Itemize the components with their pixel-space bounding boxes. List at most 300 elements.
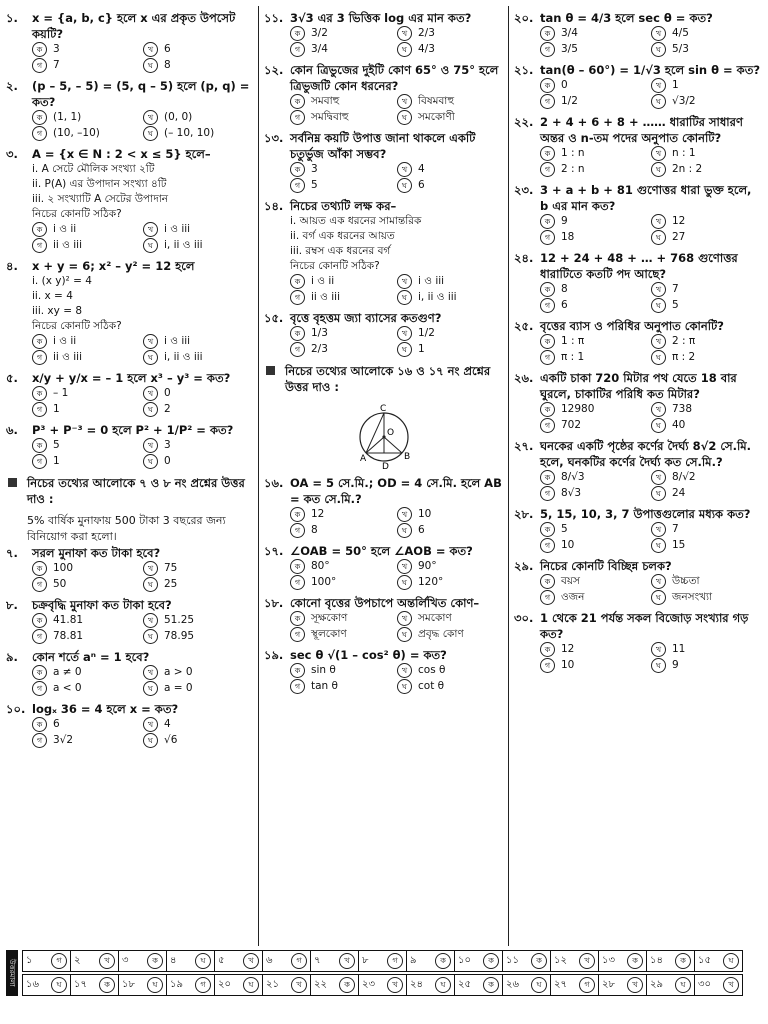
option-text: 1 — [672, 79, 679, 91]
option — [143, 577, 254, 592]
option-text: বয়স — [561, 575, 580, 587]
option — [651, 470, 762, 485]
option-letter: খ — [143, 334, 158, 349]
answer-number: ৭ — [314, 954, 321, 966]
question-text: 2 + 4 + 6 + 8 + …… ধারাটির সাধারণ অন্তর ও n-তম পদের অনুপাত কোনটি? — [540, 115, 743, 145]
question-number: ২৩. — [514, 183, 534, 197]
question-text: OA = 5 সে.মি.; OD = 4 সে.মি. হলে AB = কত সে.মি.? — [290, 476, 502, 506]
option-letter: ক — [32, 613, 47, 628]
option — [32, 110, 143, 125]
option-letter: ঘ — [397, 679, 412, 694]
options-grid — [540, 470, 762, 501]
answer-number: ২০ — [218, 978, 232, 990]
options-grid — [32, 561, 254, 592]
statement: নিচের কোনটি সঠিক? — [32, 208, 122, 220]
option-text: 0 — [561, 79, 568, 91]
answer-cell — [70, 974, 119, 996]
question-text: ঘনকের একটি পৃষ্ঠের কর্ণের দৈর্ঘ্য 8√2 সে.মি. হলে, ঘনকটির কর্ণের দৈর্ঘ্য কত সে.মি.? — [540, 439, 752, 469]
question-text: x/y + y/x = – 1 হলে x³ – y³ = কত? — [32, 371, 231, 385]
answer-number: ৪ — [170, 954, 177, 966]
option-text: 10 — [561, 659, 575, 671]
options-grid — [540, 282, 762, 313]
answer-choice: ঘ — [531, 977, 547, 993]
question-text: logₓ 36 = 4 হলে x = কত? — [32, 702, 179, 716]
question-item — [6, 597, 254, 644]
option — [290, 274, 397, 289]
option-text: 3√2 — [53, 734, 74, 746]
option-letter: ক — [32, 386, 47, 401]
option-text: 120° — [418, 576, 444, 588]
option — [397, 110, 504, 125]
question-item — [514, 370, 762, 433]
question-line — [264, 198, 504, 214]
option — [651, 522, 762, 537]
option-letter: ঘ — [651, 94, 666, 109]
question-item — [264, 198, 504, 305]
question-line — [264, 62, 504, 94]
option-text: 4/5 — [672, 27, 689, 39]
option — [32, 222, 143, 237]
option-letter: ঘ — [397, 290, 412, 305]
answer-choice: গ — [51, 953, 67, 969]
option-letter: ঘ — [143, 350, 158, 365]
option-letter: গ — [32, 629, 47, 644]
question-number: ১৯. — [264, 648, 284, 662]
option-letter: গ — [32, 733, 47, 748]
statement-list — [290, 214, 504, 274]
answer-row-2 — [22, 974, 742, 996]
option — [651, 214, 762, 229]
option-letter: ক — [32, 334, 47, 349]
question-text: (p – 5, – 5) = (5, q – 5) হলে (p, q) = কত? — [32, 79, 250, 109]
question-number: ১২. — [264, 63, 284, 77]
option — [651, 282, 762, 297]
answer-cell — [646, 974, 695, 996]
answer-choice: ঘ — [435, 977, 451, 993]
option — [540, 26, 651, 41]
option-text: 8 — [311, 524, 318, 536]
option-text: cot θ — [418, 680, 445, 692]
option-letter: গ — [540, 486, 555, 501]
statement: iii. রম্বস এক ধরনের বর্গ — [290, 245, 391, 257]
option-letter: গ — [32, 577, 47, 592]
radius-oa — [366, 437, 384, 453]
option-letter: ক — [540, 78, 555, 93]
option-letter: গ — [32, 402, 47, 417]
option-letter: খ — [143, 561, 158, 576]
question-text: বৃত্তের ব্যাস ও পরিধির অনুপাত কোনটি? — [540, 319, 724, 333]
option-letter: খ — [397, 507, 412, 522]
option-text: 6 — [164, 43, 171, 55]
answer-number: ১১ — [506, 954, 519, 966]
option — [540, 486, 651, 501]
answer-cell — [262, 974, 311, 996]
statement: i. আয়ত এক ধরনের সামান্তরিক — [290, 215, 422, 227]
question-item — [514, 506, 762, 553]
question-text: সরল মুনাফা কত টাকা হবে? — [32, 546, 161, 560]
option — [143, 613, 254, 628]
statement: ii. বর্গ এক ধরনের আয়ত — [290, 230, 395, 242]
answer-number: ১ — [26, 954, 33, 966]
question-item — [264, 62, 504, 125]
option-text: 6 — [53, 718, 60, 730]
answer-cell — [646, 950, 695, 972]
option-text: 3/4 — [311, 43, 328, 55]
option-letter: গ — [290, 575, 305, 590]
option — [397, 290, 504, 305]
option-text: 3/5 — [561, 43, 578, 55]
info-block-heading: নিচের তথ্যের আলোকে ১৬ ও ১৭ নং প্রশ্নের উত্তর দাও : — [285, 364, 491, 394]
option-text: 51.25 — [164, 614, 195, 626]
option — [651, 574, 762, 589]
question-line — [264, 475, 504, 507]
question-text: A = {x ∈ N : 2 < x ≤ 5} হলে– — [32, 147, 211, 161]
option-letter: খ — [143, 222, 158, 237]
answer-choice: ক — [627, 953, 643, 969]
option — [651, 78, 762, 93]
option — [143, 58, 254, 73]
question-item — [514, 610, 762, 673]
options-grid — [540, 146, 762, 177]
option-letter: খ — [651, 334, 666, 349]
answer-cell — [550, 950, 599, 972]
option — [540, 538, 651, 553]
option-text: 2/3 — [311, 343, 328, 355]
options-grid — [32, 613, 254, 644]
question-line — [514, 62, 762, 78]
question-text: sec θ √(1 – cos² θ) = কত? — [290, 648, 447, 662]
option-letter: গ — [540, 658, 555, 673]
option-text: 100 — [53, 562, 74, 574]
option-letter: গ — [32, 350, 47, 365]
option-letter: খ — [651, 402, 666, 417]
option — [290, 679, 397, 694]
question-number: ২২. — [514, 115, 534, 129]
option-letter: ক — [540, 574, 555, 589]
option-letter: গ — [290, 110, 305, 125]
option-text: 4 — [418, 163, 425, 175]
question-item — [264, 543, 504, 590]
option-letter: ক — [32, 665, 47, 680]
answer-number: ৩০ — [698, 978, 712, 990]
option-text: 2 — [164, 403, 171, 415]
option-text: tan θ — [311, 680, 338, 692]
option-letter: ক — [540, 470, 555, 485]
answer-number: ২৭ — [554, 978, 568, 990]
option-letter: খ — [397, 611, 412, 626]
option-letter: ক — [290, 507, 305, 522]
question-text: 12 + 24 + 48 + … + 768 গুণোত্তর ধারাটিতে কতটি পদ আছে? — [540, 251, 738, 281]
option-text: 78.95 — [164, 630, 195, 642]
answer-number: ২৯ — [650, 978, 663, 990]
option-text: 4/3 — [418, 43, 435, 55]
option — [290, 110, 397, 125]
answer-cell — [166, 974, 215, 996]
option — [32, 238, 143, 253]
option-text: a > 0 — [164, 666, 193, 678]
option-letter: খ — [651, 522, 666, 537]
option-text: 18 — [561, 231, 575, 243]
statement-list — [32, 274, 254, 334]
answer-cell — [550, 974, 599, 996]
option-letter: ঘ — [143, 733, 158, 748]
option-text: 11 — [672, 643, 686, 655]
answer-number: ১২ — [554, 954, 567, 966]
option-letter: গ — [290, 679, 305, 694]
question-number: ৩. — [6, 147, 18, 161]
option-text: a = 0 — [164, 682, 193, 694]
question-item — [6, 649, 254, 696]
option-letter: ঘ — [397, 575, 412, 590]
option — [651, 94, 762, 109]
figure-label: O — [387, 428, 395, 438]
option-text: 8 — [561, 283, 568, 295]
option — [651, 350, 762, 365]
option — [397, 611, 504, 626]
option-text: 8√3 — [561, 487, 582, 499]
options-grid — [540, 522, 762, 553]
answer-cell — [214, 950, 263, 972]
question-text: 1 থেকে 21 পর্যন্ত সকল বিজোড় সংখ্যার গড় কত? — [540, 611, 749, 641]
question-text: নিচের কোনটি বিচ্ছিন্ন চলক? — [540, 559, 672, 573]
option-text: 0 — [164, 455, 171, 467]
answer-cell — [358, 974, 407, 996]
question-text: সর্বনিম্ন কয়টি উপাত্ত জানা থাকলে একটি চতুর্ভুজ আঁকা সম্ভব? — [290, 131, 476, 161]
question-number: ১৮. — [264, 596, 284, 610]
answer-choice: খ — [723, 977, 739, 993]
options-grid — [32, 717, 254, 748]
answer-cell — [454, 974, 503, 996]
option-letter: খ — [651, 282, 666, 297]
option-text: 6 — [418, 179, 425, 191]
option — [397, 559, 504, 574]
option — [397, 663, 504, 678]
question-number: ৯. — [6, 650, 18, 664]
answer-choice: ঘ — [147, 977, 163, 993]
question-number: ২৫. — [514, 319, 534, 333]
option-text: 8/√3 — [561, 471, 585, 483]
option-text: বিষমবাহু — [418, 95, 455, 107]
option-text: 2 : π — [672, 335, 696, 347]
question-number: ১৫. — [264, 311, 284, 325]
option-text: 25 — [164, 578, 178, 590]
answer-choice: গ — [387, 953, 403, 969]
option-letter: ঘ — [143, 454, 158, 469]
answer-cell — [598, 974, 647, 996]
answer-choice: ক — [483, 977, 499, 993]
answer-number: ২৬ — [506, 978, 520, 990]
option-text: i ও ii — [311, 275, 335, 287]
option — [143, 126, 254, 141]
option-text: 12 — [672, 215, 686, 227]
column-1 — [6, 10, 254, 944]
answer-choice: ক — [531, 953, 547, 969]
question-line — [264, 543, 504, 559]
option-letter: খ — [143, 717, 158, 732]
option-letter: ক — [540, 146, 555, 161]
option-letter: খ — [143, 110, 158, 125]
question-line — [6, 597, 254, 613]
option-letter: খ — [143, 613, 158, 628]
question-line — [6, 10, 254, 42]
answer-number: ২৫ — [458, 978, 471, 990]
option-letter: খ — [143, 42, 158, 57]
option — [651, 26, 762, 41]
option — [143, 402, 254, 417]
option-text: 3 — [164, 439, 171, 451]
question-text: কোনো বৃত্তের উপচাপে অন্তর্লিখিত কোণ– — [290, 596, 480, 610]
option — [651, 42, 762, 57]
question-item — [264, 130, 504, 193]
option-letter: খ — [397, 26, 412, 41]
option — [651, 298, 762, 313]
option-letter: খ — [143, 386, 158, 401]
option — [32, 613, 143, 628]
option — [290, 342, 397, 357]
option-text: 5 — [53, 439, 60, 451]
answer-cell — [598, 950, 647, 972]
question-number: ৮. — [6, 598, 18, 612]
option-letter: ঘ — [651, 230, 666, 245]
option-text: 1 — [418, 343, 425, 355]
option — [32, 717, 143, 732]
question-item — [514, 182, 762, 245]
option-letter: ক — [32, 717, 47, 732]
option — [397, 342, 504, 357]
option-text: ii ও iii — [311, 291, 340, 303]
option — [290, 663, 397, 678]
answer-number: ৩ — [122, 954, 129, 966]
statement: ii. P(A) এর উপাদান সংখ্যা ৪টি — [32, 178, 167, 190]
question-number: ২৯. — [514, 559, 534, 573]
option-letter: খ — [397, 326, 412, 341]
question-number: ২৪. — [514, 251, 534, 265]
option-letter: খ — [143, 665, 158, 680]
option — [651, 658, 762, 673]
option — [32, 454, 143, 469]
options-grid — [290, 94, 504, 125]
options-grid — [290, 611, 504, 642]
option-text: 50 — [53, 578, 67, 590]
option-text: i ও iii — [164, 335, 191, 347]
option — [397, 26, 504, 41]
option — [651, 162, 762, 177]
option — [651, 418, 762, 433]
option — [32, 561, 143, 576]
option-text: 3 — [53, 43, 60, 55]
answer-cell — [310, 950, 359, 972]
answer-number: ৬ — [266, 954, 273, 966]
radius-ob — [384, 437, 402, 453]
options-grid — [540, 214, 762, 245]
option-text: 90° — [418, 560, 437, 572]
question-text: কোন ত্রিভুজের দুইটি কোণ 65° ও 75° হলে ত্রিভুজটি কোন ধরনের? — [290, 63, 499, 93]
option-letter: খ — [143, 438, 158, 453]
option — [290, 326, 397, 341]
option-letter: ঘ — [651, 486, 666, 501]
question-item — [6, 370, 254, 417]
question-text: নিচের তথ্যটি লক্ষ কর– — [290, 199, 397, 213]
question-line — [264, 130, 504, 162]
question-number: ২৭. — [514, 439, 534, 453]
option-text: স্থূলকোণ — [311, 628, 347, 640]
question-item — [514, 438, 762, 501]
option-letter: ঘ — [651, 658, 666, 673]
answer-choice: ক — [147, 953, 163, 969]
question-text: চক্রবৃদ্ধি মুনাফা কত টাকা হবে? — [32, 598, 172, 612]
option-text: π : 1 — [561, 351, 585, 363]
option-text: 4 — [164, 718, 171, 730]
answer-choice: খ — [387, 977, 403, 993]
option-text: 2n : 2 — [672, 163, 703, 175]
option-text: 27 — [672, 231, 686, 243]
option-letter: গ — [540, 230, 555, 245]
question-text: tan θ = 4/3 হলে sec θ = কত? — [540, 11, 713, 25]
option-letter: ঘ — [143, 58, 158, 73]
option-letter: ঘ — [397, 178, 412, 193]
option-letter: ঘ — [651, 298, 666, 313]
question-text: x = {a, b, c} হলে x এর প্রকৃত উপসেট কয়টি? — [32, 11, 236, 41]
option — [651, 402, 762, 417]
option-letter: গ — [540, 162, 555, 177]
option-text: √6 — [164, 734, 178, 746]
option-letter: ঘ — [143, 126, 158, 141]
answer-cell — [310, 974, 359, 996]
option-text: 2/3 — [418, 27, 435, 39]
option-text: 1 : n — [561, 147, 585, 159]
option-letter: গ — [540, 418, 555, 433]
options-grid — [540, 334, 762, 365]
option — [540, 418, 651, 433]
answer-number: ১৮ — [122, 978, 135, 990]
option-letter: গ — [290, 523, 305, 538]
option-text: cos θ — [418, 664, 446, 676]
option — [32, 629, 143, 644]
option-text: (0, 0) — [164, 111, 193, 123]
option-text: 702 — [561, 419, 582, 431]
option-letter: ক — [290, 326, 305, 341]
question-text: P³ + P⁻³ = 0 হলে P² + 1/P² = কত? — [32, 423, 234, 437]
option-letter: গ — [540, 298, 555, 313]
answer-cell — [118, 950, 167, 972]
option — [397, 178, 504, 193]
answer-number: ৯ — [410, 954, 417, 966]
option — [540, 78, 651, 93]
option-letter: গ — [32, 681, 47, 696]
options-grid — [540, 574, 762, 605]
option-letter: ক — [32, 222, 47, 237]
option — [32, 438, 143, 453]
statement: iii. xy = 8 — [32, 305, 83, 317]
option-letter: খ — [651, 214, 666, 229]
option — [32, 386, 143, 401]
option-text: 3/4 — [561, 27, 578, 39]
answer-number: ১০ — [458, 954, 471, 966]
question-line — [514, 318, 762, 334]
question-item — [264, 10, 504, 57]
option-text: – 1 — [53, 387, 69, 399]
option-text: √3/2 — [672, 95, 696, 107]
option-letter: ঘ — [651, 538, 666, 553]
answer-choice: খ — [243, 953, 259, 969]
option-letter: গ — [290, 342, 305, 357]
option-letter: ক — [290, 663, 305, 678]
question-item — [514, 114, 762, 177]
option-letter: ক — [290, 94, 305, 109]
answer-choice: ঘ — [675, 977, 691, 993]
answer-cell — [502, 974, 551, 996]
option-text: ii ও iii — [53, 351, 82, 363]
